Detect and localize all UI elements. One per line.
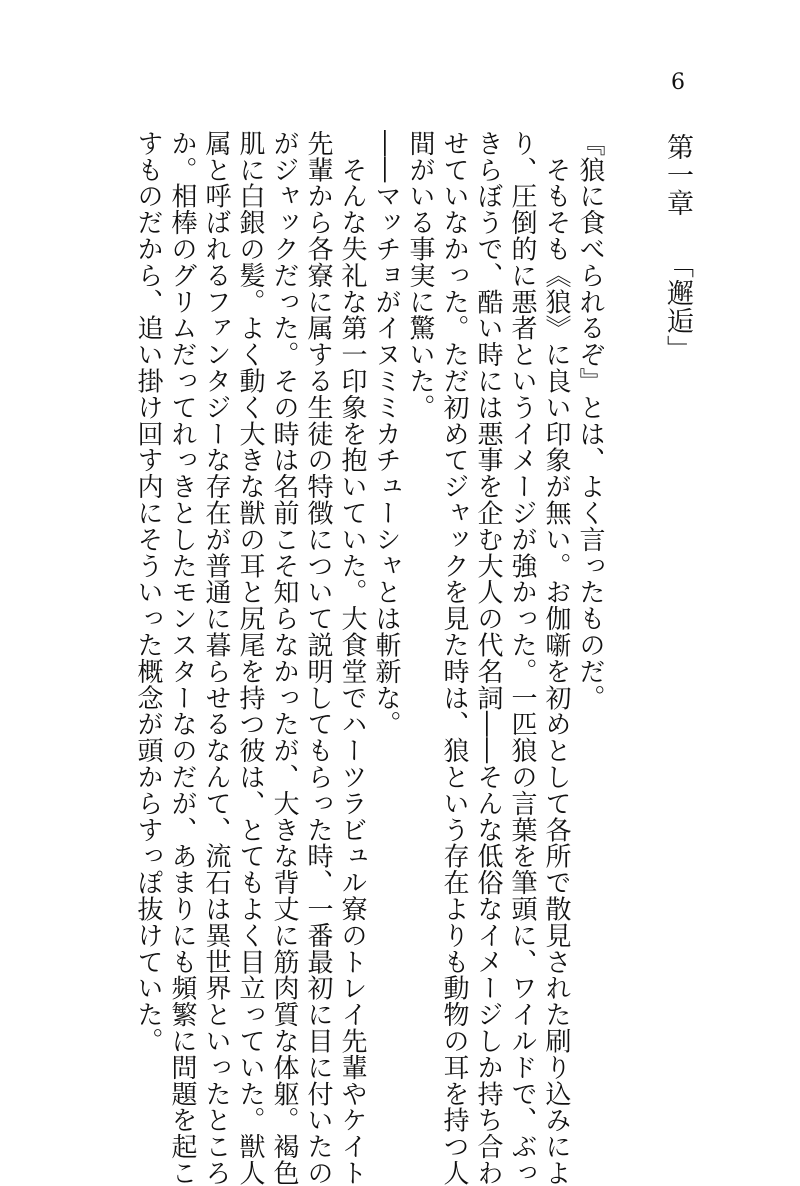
text-column: り、圧倒的に悪者というイメージが強かった。一匹狼の言葉を筆頭に、ワイルドで、ぶっ [507,130,537,1186]
text-column: か。相棒のグリムだってれっきとしたモンスターなのだが、あまりにも頻繁に問題を起こ [167,130,197,1186]
text-column: 肌に白銀の髪。よく動く大きな獣の耳と尻尾を持つ彼は、とてもよく目立っていた。獣人 [235,130,265,1186]
text-column: すものだから、追い掛け回す内にそういった概念が頭からすっぽ抜けていた。 [133,130,163,1054]
text-column: そんな失礼な第一印象を抱いていた。大食堂でハーツラビュル寮のトレイ先輩やケイト [337,130,367,1186]
text-column: 間がいる事実に驚いた。 [405,130,435,421]
text-column: きらぼうで、酷い時には悪事を企む大人の代名詞――そんな低俗なイメージしか持ち合わ [473,130,503,1186]
text-column: 属と呼ばれるファンタジーな存在が普通に暮らせるなんて、流石は異世界といったところ [201,130,231,1186]
chapter-label: 第一章 [662,133,693,217]
chapter-heading [660,133,694,363]
page-number: 6 [671,70,685,95]
text-column: 先輩から各寮に属する生徒の特徴について説明してもらった時、一番最初に目に付いたの [303,130,333,1186]
text-column: せていなかった。ただ初めてジャックを見た時は、狼という存在よりも動物の耳を持つ人 [439,130,469,1186]
chapter-title: 「邂逅」 [662,251,693,363]
text-column: ――マッチョがイヌミミカチューシャとは斬新な。 [371,130,401,738]
text-column: そもそも《狼》に良い印象が無い。お伽噺を初めとして各所で散見された刷り込みによ [541,130,571,1186]
text-column: 『狼に食べられるぞ』とは、よく言ったものだ。 [575,130,605,711]
text-column: がジャックだった。その時は名前こそ知らなかったが、大きな背丈に筋肉質な体躯。褐色 [269,130,299,1186]
